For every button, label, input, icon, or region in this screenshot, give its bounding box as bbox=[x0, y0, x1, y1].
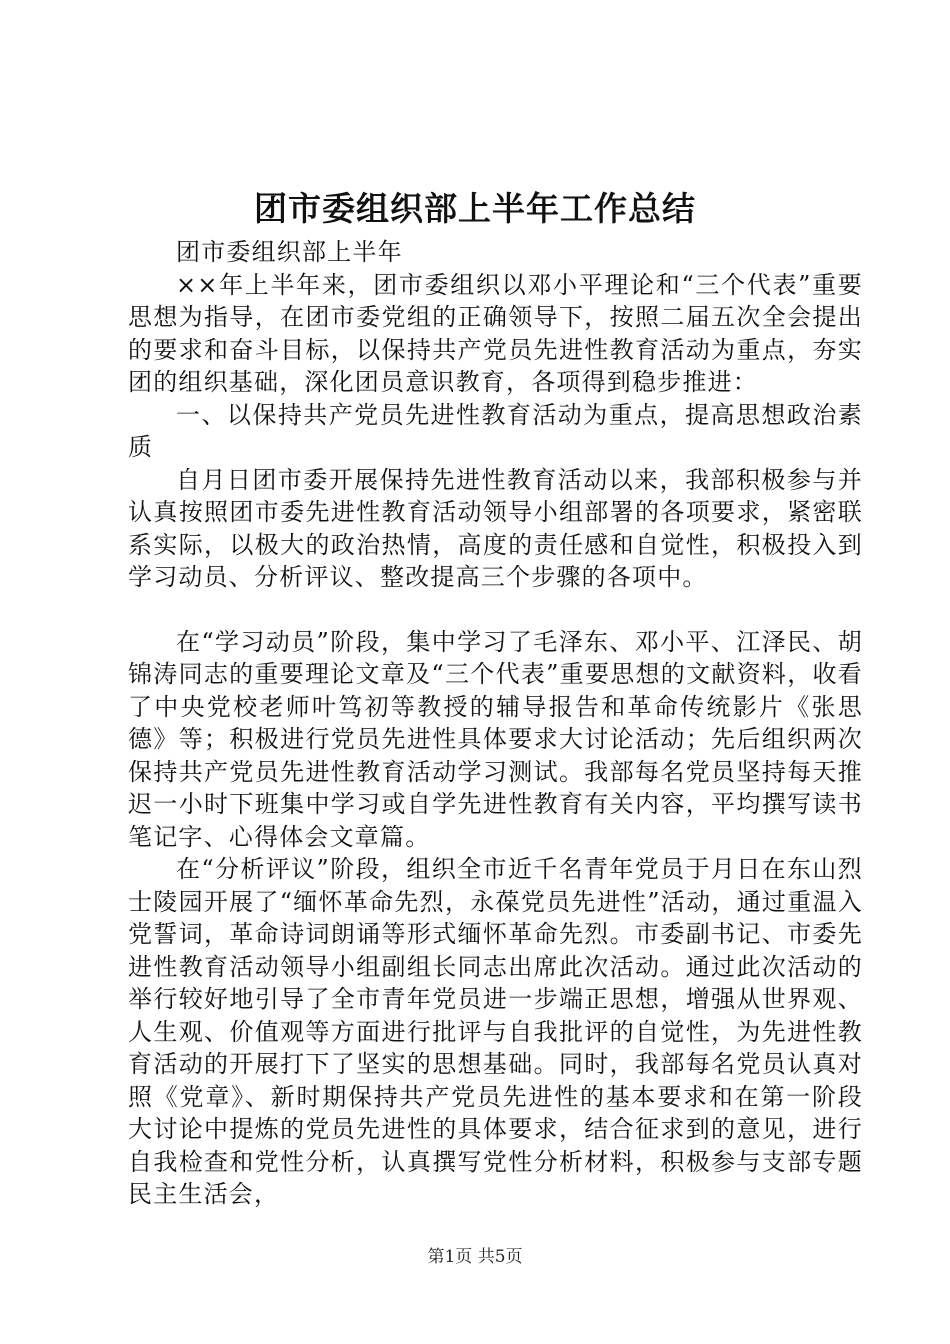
paragraph-subtitle: 团市委组织部上半年 bbox=[176, 238, 403, 266]
document-body bbox=[128, 236, 863, 1211]
paragraph-study-stage: 在“学习动员”阶段，集中学习了毛泽东、邓小平、江泽民、胡锦涛同志的重要理论文章及“三个代表”重要思想的文献资料，收看了中央党校老师叶笃初等教授的辅导报告和革命传统影片《张思德》等；积极进行党员先进性具体要求大讨论活动；先后组织两次保持共产党员先进性教育活动学习测试。我部每名党员坚持每天推迟一小时下班集中学习或自学先进性教育有关内容，平均撰写读书笔记字、心得体会文章篇。 bbox=[128, 627, 863, 851]
paragraph-activity-overview: 自月日团市委开展保持先进性教育活动以来，我部积极参与并认真按照团市委先进性教育活动领导小组部署的各项要求，紧密联系实际，以极大的政治热情，高度的责任感和自觉性，积极投入到学习动员、分析评议、整改提高三个步骤的各项中。 bbox=[128, 465, 863, 591]
paragraph-evaluation-stage: 在“分析评议”阶段，组织全市近千名青年党员于月日在东山烈士陵园开展了“缅怀革命先烈，永葆党员先进性”活动，通过重温入党誓词，革命诗词朗诵等形式缅怀革命先烈。市委副书记、市委先进性教育活动领导小组副组长同志出席此次活动。通过此次活动的举行较好地引导了全市青年党员进一步端正思想，增强从世界观、人生观、价值观等方面进行批评与自我批评的自觉性，为先进性教育活动的开展打下了坚实的思想基础。同时，我部每名党员认真对照《党章》、新时期保持共产党员先进性的基本要求和在第一阶段大讨论中提炼的党员先进性的具体要求，结合征求到的意见，进行自我检查和党性分析，认真撰写党性分析材料，积极参与支部专题民主生活会， bbox=[128, 855, 863, 1208]
page-footer: 第1页 共5页 bbox=[427, 1247, 523, 1267]
paragraph-intro: ××年上半年来，团市委组织以邓小平理论和“三个代表”重要思想为指导，在团市委党组的正确领导下，按照二届五次全会提出的要求和奋斗目标，以保持共产党员先进性教育活动为重点，夯实团的组织基础，深化团员意识教育，各项得到稳步推进： bbox=[128, 270, 863, 396]
document-title: 团市委组织部上半年工作总结 bbox=[254, 189, 696, 228]
paragraph-section-heading: 一、以保持共产党员先进性教育活动为重点，提高思想政治素质 bbox=[128, 400, 863, 461]
